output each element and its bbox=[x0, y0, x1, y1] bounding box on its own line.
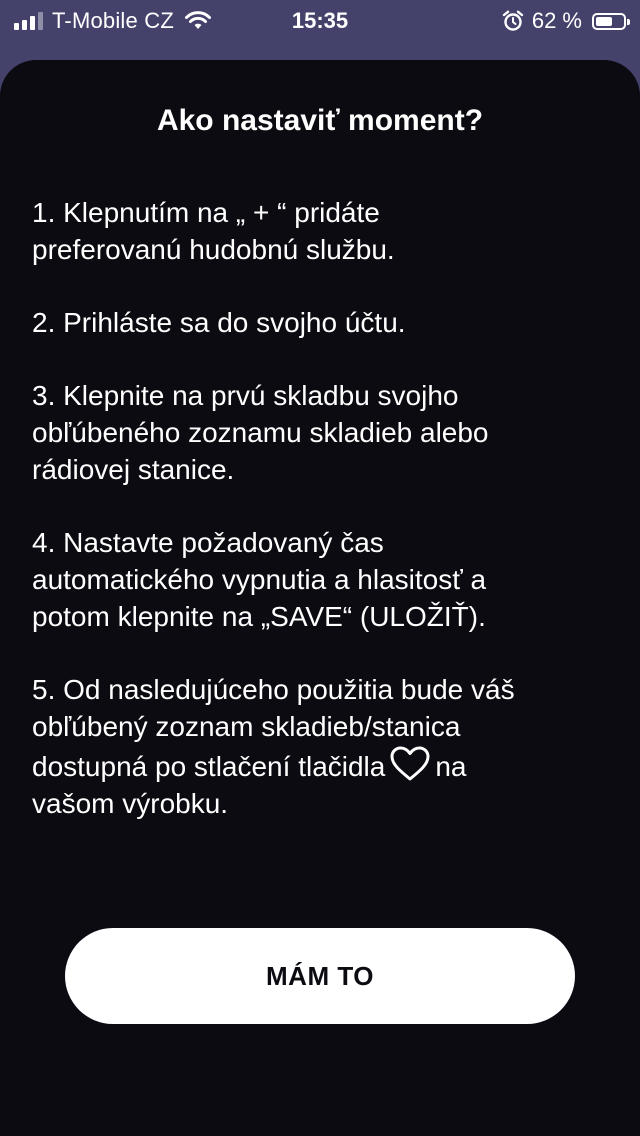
step-text: 5. Od nasledujúceho použitia bude váš bbox=[32, 674, 515, 705]
battery-icon bbox=[592, 13, 626, 30]
step-4 bbox=[32, 524, 612, 635]
step-text: na bbox=[435, 751, 467, 782]
step-text: automatického vypnutia a hlasitosť a bbox=[32, 564, 487, 595]
step-1 bbox=[32, 194, 612, 268]
step-5 bbox=[32, 671, 612, 822]
step-2 bbox=[32, 304, 612, 341]
step-text-with-icon bbox=[32, 745, 612, 785]
status-time: 15:35 bbox=[291, 8, 349, 33]
carrier-name: T-Mobile CZ bbox=[52, 8, 174, 33]
battery-percent: 62 % bbox=[531, 8, 582, 33]
step-text: dostupná po stlačení tlačidla bbox=[32, 751, 386, 782]
status-bar bbox=[0, 0, 640, 42]
step-text: 4. Nastavte požadovaný čas bbox=[32, 527, 384, 558]
instructions-sheet bbox=[0, 60, 640, 1136]
sheet-title: Ako nastaviť moment? bbox=[156, 104, 484, 137]
step-text: obľúbený zoznam skladieb/stanica bbox=[32, 711, 461, 742]
alarm-icon bbox=[502, 10, 524, 32]
step-text: potom klepnite na „SAVE“ (ULOŽIŤ). bbox=[32, 601, 486, 632]
battery-level bbox=[596, 17, 612, 26]
step-text: 1. Klepnutím na „ + “ pridáte bbox=[32, 197, 380, 228]
status-right bbox=[502, 8, 626, 34]
step-text: rádiovej stanice. bbox=[32, 454, 235, 485]
step-text: vašom výrobku. bbox=[32, 788, 229, 819]
confirm-button[interactable]: MÁM TO bbox=[65, 928, 575, 1024]
step-text: preferovanú hudobnú službu. bbox=[32, 234, 395, 265]
steps-list bbox=[32, 194, 612, 858]
step-text: 3. Klepnite na prvú skladbu svojho bbox=[32, 380, 459, 411]
step-text: 2. Prihláste sa do svojho účtu. bbox=[32, 307, 406, 338]
step-3 bbox=[32, 377, 612, 488]
step-text: obľúbeného zoznamu skladieb alebo bbox=[32, 417, 489, 448]
heart-icon bbox=[389, 745, 431, 783]
